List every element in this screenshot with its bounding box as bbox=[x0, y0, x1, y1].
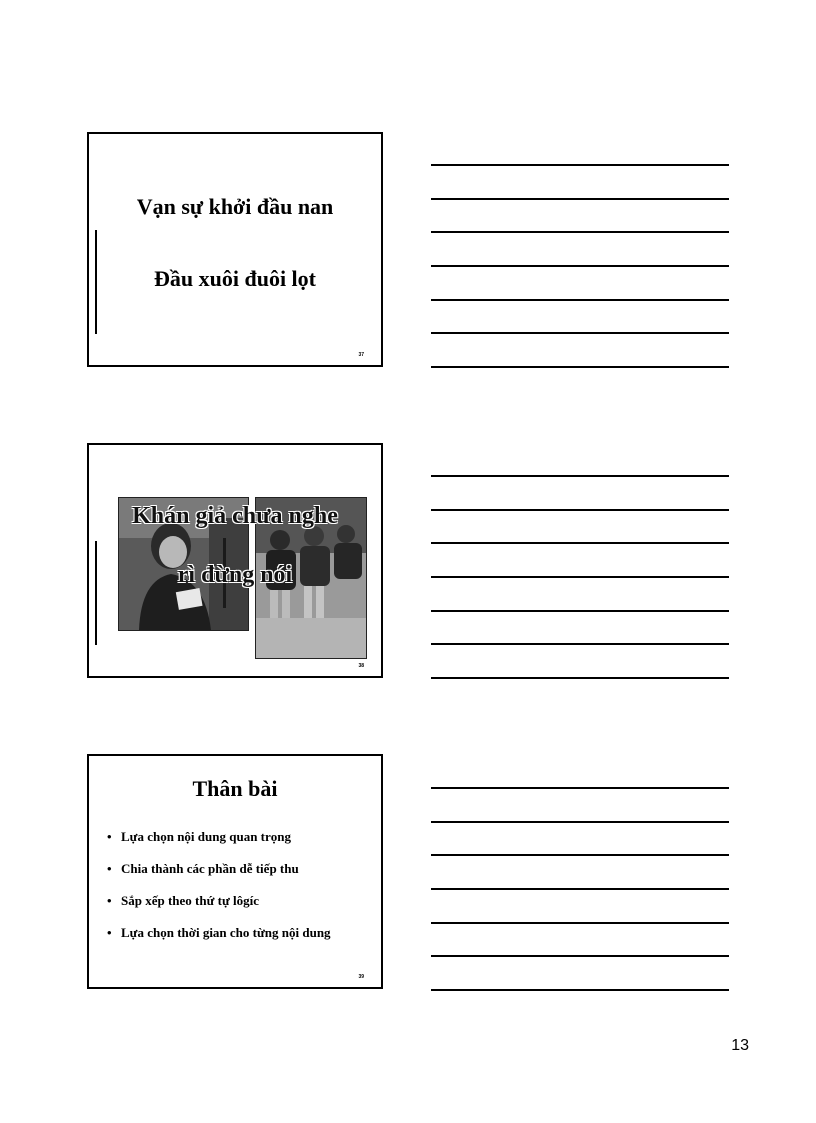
slide-number: 38 bbox=[358, 663, 364, 669]
note-line bbox=[431, 821, 729, 823]
note-line bbox=[431, 332, 729, 334]
note-line bbox=[431, 854, 729, 856]
slide-title-line-1: Khán giả chưa nghe bbox=[132, 503, 338, 529]
bullet-item: • Sắp xếp theo thứ tự lôgíc bbox=[107, 892, 331, 910]
note-line bbox=[431, 542, 729, 544]
slide-decor-bar bbox=[95, 541, 97, 645]
note-line bbox=[431, 955, 729, 957]
bullet-item: • Lựa chọn nội dung quan trọng bbox=[107, 828, 331, 846]
note-line bbox=[431, 922, 729, 924]
slide-37 bbox=[87, 132, 383, 367]
note-line bbox=[431, 198, 729, 200]
slide-title-line-2: Đầu xuôi đuôi lọt bbox=[154, 266, 316, 291]
note-line bbox=[431, 299, 729, 301]
slide-38 bbox=[87, 443, 383, 678]
note-line bbox=[431, 610, 729, 612]
note-line bbox=[431, 576, 729, 578]
bullet-item: • Chia thành các phần dễ tiếp thu bbox=[107, 860, 331, 878]
slide-number: 39 bbox=[358, 974, 364, 980]
note-line bbox=[431, 643, 729, 645]
slide-title-line-1: Vạn sự khởi đầu nan bbox=[136, 194, 334, 219]
note-line bbox=[431, 888, 729, 890]
slide-title: Thân bài bbox=[192, 776, 278, 801]
note-line bbox=[431, 677, 729, 679]
note-line bbox=[431, 231, 729, 233]
note-line bbox=[431, 787, 729, 789]
note-line bbox=[431, 509, 729, 511]
note-line bbox=[431, 164, 729, 166]
slide-title-line-2: rì đừng nói bbox=[177, 562, 293, 588]
slide-39 bbox=[87, 754, 383, 989]
slide-number: 37 bbox=[358, 352, 364, 358]
note-line bbox=[431, 265, 729, 267]
note-line bbox=[431, 989, 729, 991]
page-number: 13 bbox=[731, 1037, 749, 1054]
note-line bbox=[431, 366, 729, 368]
bullet-list bbox=[107, 828, 331, 956]
bullet-item: • Lựa chọn thời gian cho từng nội dung bbox=[107, 924, 331, 942]
note-line bbox=[431, 475, 729, 477]
